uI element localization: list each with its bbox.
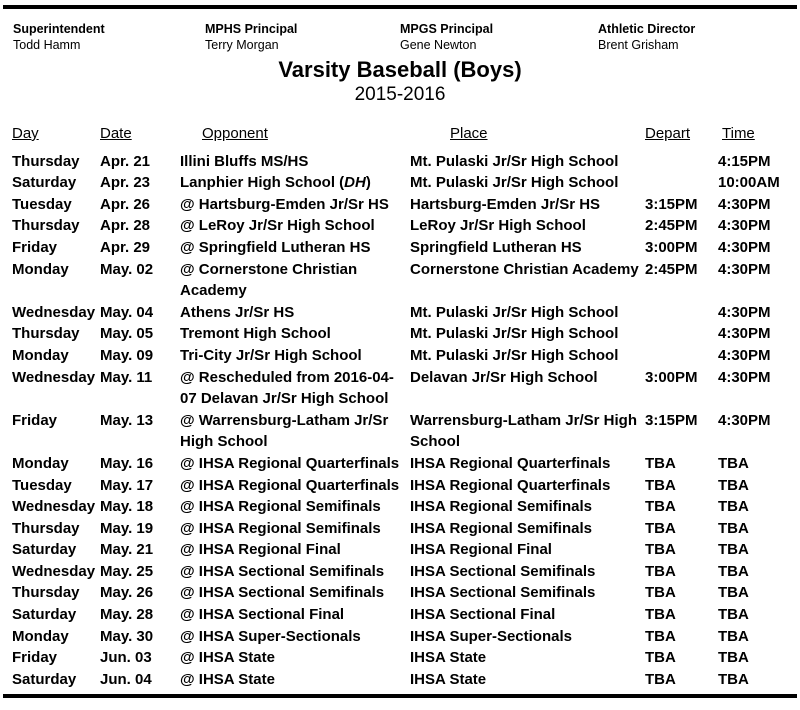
- cell-place: IHSA State: [410, 649, 487, 667]
- cell-place: IHSA Regional Final: [410, 541, 552, 559]
- cell-time: TBA: [718, 454, 749, 472]
- table-row: [12, 496, 798, 518]
- column-header-place: Place: [450, 125, 488, 142]
- cell-depart: TBA: [645, 649, 676, 667]
- table-header-row: [12, 123, 798, 151]
- cell-depart: 3:00PM: [645, 238, 698, 256]
- cell-time: 4:30PM: [718, 260, 771, 278]
- cell-time: TBA: [718, 649, 749, 667]
- table-row: [12, 172, 798, 194]
- staff-block-superintendent: [13, 21, 105, 53]
- cell-time: TBA: [718, 670, 749, 688]
- cell-date: Jun. 03: [100, 649, 152, 667]
- cell-date: Apr. 23: [100, 174, 151, 192]
- cell-date: May. 26: [100, 584, 154, 602]
- column-header-date: Date: [100, 125, 132, 142]
- cell-time: 4:30PM: [718, 411, 771, 429]
- cell-time: TBA: [718, 584, 749, 602]
- table-row: [12, 215, 798, 237]
- cell-date: May. 18: [100, 498, 154, 516]
- cell-place: Mt. Pulaski Jr/Sr High School: [410, 346, 619, 364]
- cell-date: May. 05: [100, 325, 154, 343]
- cell-depart: [645, 323, 718, 345]
- cell-day: Monday: [12, 346, 69, 364]
- cell-date: Jun. 04: [100, 670, 152, 688]
- cell-opponent: Illini Bluffs MS/HS: [180, 152, 309, 170]
- cell-time: 4:30PM: [718, 238, 771, 256]
- cell-place: Warrensburg-Latham Jr/Sr High School: [410, 411, 637, 451]
- cell-day: Tuesday: [12, 195, 72, 213]
- cell-date: May. 16: [100, 454, 154, 472]
- table-row: [12, 410, 798, 453]
- cell-day: Friday: [12, 411, 58, 429]
- cell-date: May. 19: [100, 519, 154, 537]
- cell-time: 4:30PM: [718, 303, 771, 321]
- column-header-time: Time: [722, 125, 755, 142]
- table-row: [12, 237, 798, 259]
- cell-depart: TBA: [645, 454, 676, 472]
- cell-place: IHSA Sectional Final: [410, 606, 556, 624]
- cell-depart: TBA: [645, 562, 676, 580]
- cell-depart: 3:00PM: [645, 368, 698, 386]
- season-label: 2015-2016: [354, 84, 446, 105]
- cell-place: Mt. Pulaski Jr/Sr High School: [410, 303, 619, 321]
- cell-opponent: @ IHSA Regional Semifinals: [180, 519, 381, 537]
- cell-depart: TBA: [645, 498, 676, 516]
- table-row: [12, 475, 798, 497]
- cell-depart: TBA: [645, 606, 676, 624]
- cell-time: 4:30PM: [718, 346, 771, 364]
- cell-date: May. 30: [100, 627, 154, 645]
- table-row: [12, 345, 798, 367]
- cell-place: IHSA State: [410, 670, 487, 688]
- cell-day: Tuesday: [12, 476, 72, 494]
- cell-opponent: Tremont High School: [180, 325, 331, 343]
- cell-depart: TBA: [645, 476, 676, 494]
- cell-place: Delavan Jr/Sr High School: [410, 368, 598, 386]
- cell-date: May. 28: [100, 606, 154, 624]
- cell-place: IHSA Regional Quarterfinals: [410, 454, 611, 472]
- cell-depart: 3:15PM: [645, 195, 698, 213]
- cell-time: 4:30PM: [718, 368, 771, 386]
- staff-title: Superintendent: [13, 22, 105, 36]
- table-row: [12, 539, 798, 561]
- cell-date: May. 13: [100, 411, 154, 429]
- staff-block-mphs-principal: [205, 21, 297, 53]
- cell-day: Thursday: [12, 217, 80, 235]
- table-row: [12, 453, 798, 475]
- table-row: [12, 367, 798, 410]
- column-header-day: Day: [12, 125, 39, 142]
- cell-opponent: @ Springfield Lutheran HS: [180, 238, 371, 256]
- staff-title: MPGS Principal: [400, 22, 494, 36]
- cell-date: May. 25: [100, 562, 154, 580]
- cell-opponent: @ IHSA Regional Semifinals: [180, 498, 381, 516]
- cell-opponent: @ IHSA Super-Sectionals: [180, 627, 361, 645]
- cell-place: IHSA Sectional Semifinals: [410, 584, 596, 602]
- cell-place: Mt. Pulaski Jr/Sr High School: [410, 325, 619, 343]
- cell-opponent: @ Rescheduled from 2016-04-07 Delavan Jr/Sr High School: [180, 368, 394, 408]
- table-row: [12, 669, 798, 691]
- cell-depart: TBA: [645, 670, 676, 688]
- cell-time: TBA: [718, 541, 749, 559]
- staff-title: MPHS Principal: [205, 22, 298, 36]
- cell-opponent: @ Cornerstone Christian Academy: [180, 260, 358, 300]
- cell-place: IHSA Regional Semifinals: [410, 519, 592, 537]
- staff-block-athletic-director: [598, 21, 695, 53]
- cell-depart: 3:15PM: [645, 411, 698, 429]
- table-row: [12, 151, 798, 173]
- cell-opponent: @ IHSA State: [180, 649, 275, 667]
- cell-opponent: @ IHSA Sectional Final: [180, 606, 345, 624]
- cell-time: TBA: [718, 519, 749, 537]
- cell-opponent: @ IHSA Regional Quarterfinals: [180, 454, 400, 472]
- cell-place: IHSA Regional Semifinals: [410, 498, 592, 516]
- cell-day: Wednesday: [12, 498, 96, 516]
- cell-depart: [645, 172, 718, 194]
- cell-place: IHSA Sectional Semifinals: [410, 562, 596, 580]
- staff-name: Terry Morgan: [205, 38, 279, 52]
- cell-place: Mt. Pulaski Jr/Sr High School: [410, 152, 619, 170]
- cell-depart: TBA: [645, 584, 676, 602]
- cell-opponent: @ IHSA Regional Quarterfinals: [180, 476, 400, 494]
- bottom-rule: [3, 694, 797, 698]
- cell-date: May. 11: [100, 368, 153, 386]
- cell-opponent: Athens Jr/Sr HS: [180, 303, 295, 321]
- staff-block-mpgs-principal: [400, 21, 493, 53]
- cell-date: May. 21: [100, 541, 154, 559]
- page-title: Varsity Baseball (Boys): [278, 57, 522, 82]
- cell-place: IHSA Regional Quarterfinals: [410, 476, 611, 494]
- cell-place: LeRoy Jr/Sr High School: [410, 217, 586, 235]
- cell-depart: TBA: [645, 627, 676, 645]
- cell-time: 10:00AM: [718, 174, 780, 192]
- cell-date: May. 17: [100, 476, 154, 494]
- cell-date: May. 02: [100, 260, 154, 278]
- cell-opponent: @ LeRoy Jr/Sr High School: [180, 217, 375, 235]
- cell-depart: [645, 302, 718, 324]
- top-rule: [3, 5, 797, 9]
- cell-place: Hartsburg-Emden Jr/Sr HS: [410, 195, 601, 213]
- cell-day: Thursday: [12, 584, 80, 602]
- table-row: [12, 323, 798, 345]
- cell-time: 4:30PM: [718, 325, 771, 343]
- cell-date: May. 09: [100, 346, 154, 364]
- cell-time: 4:30PM: [718, 217, 771, 235]
- cell-opponent: @ IHSA Sectional Semifinals: [180, 562, 385, 580]
- cell-day: Saturday: [12, 670, 77, 688]
- cell-day: Friday: [12, 649, 58, 667]
- table-row: [12, 582, 798, 604]
- schedule-body: [12, 151, 798, 691]
- cell-day: Thursday: [12, 152, 80, 170]
- cell-time: TBA: [718, 476, 749, 494]
- cell-day: Wednesday: [12, 368, 96, 386]
- cell-date: Apr. 21: [100, 152, 151, 170]
- cell-day: Saturday: [12, 541, 77, 559]
- column-header-opponent: Opponent: [202, 125, 268, 142]
- cell-depart: TBA: [645, 541, 676, 559]
- table-row: [12, 626, 798, 648]
- cell-opponent: @ Hartsburg-Emden Jr/Sr HS: [180, 195, 389, 213]
- cell-opponent: @ IHSA Regional Final: [180, 541, 341, 559]
- table-row: [12, 259, 798, 302]
- cell-depart: [645, 345, 718, 367]
- cell-depart: 2:45PM: [645, 217, 698, 235]
- cell-opponent: @ IHSA Sectional Semifinals: [180, 584, 385, 602]
- table-row: [12, 518, 798, 540]
- table-row: [12, 194, 798, 216]
- cell-date: May. 04: [100, 303, 154, 321]
- cell-place: IHSA Super-Sectionals: [410, 627, 572, 645]
- cell-place: Cornerstone Christian Academy: [410, 260, 639, 278]
- cell-day: Saturday: [12, 606, 77, 624]
- cell-opponent: Lanphier High School (DH): [180, 174, 371, 192]
- cell-day: Wednesday: [12, 562, 96, 580]
- cell-opponent: @ IHSA State: [180, 670, 275, 688]
- cell-day: Friday: [12, 238, 58, 256]
- cell-time: TBA: [718, 562, 749, 580]
- cell-date: Apr. 26: [100, 195, 151, 213]
- cell-day: Wednesday: [12, 303, 96, 321]
- cell-day: Monday: [12, 260, 69, 278]
- table-row: [12, 302, 798, 324]
- cell-depart: 2:45PM: [645, 260, 698, 278]
- cell-opponent: @ Warrensburg-Latham Jr/Sr High School: [180, 411, 389, 451]
- cell-time: TBA: [718, 498, 749, 516]
- cell-day: Thursday: [12, 519, 80, 537]
- staff-name: Gene Newton: [400, 38, 477, 52]
- cell-day: Monday: [12, 627, 69, 645]
- schedule-table: [12, 123, 798, 690]
- cell-date: Apr. 29: [100, 238, 151, 256]
- staff-name: Brent Grisham: [598, 38, 679, 52]
- cell-time: TBA: [718, 627, 749, 645]
- cell-day: Thursday: [12, 325, 80, 343]
- table-row: [12, 561, 798, 583]
- cell-time: 4:15PM: [718, 152, 771, 170]
- cell-date: Apr. 28: [100, 217, 151, 235]
- cell-place: Springfield Lutheran HS: [410, 238, 582, 256]
- cell-day: Monday: [12, 454, 69, 472]
- cell-time: TBA: [718, 606, 749, 624]
- staff-title: Athletic Director: [598, 22, 696, 36]
- cell-depart: TBA: [645, 519, 676, 537]
- table-row: [12, 604, 798, 626]
- staff-header: [0, 21, 800, 59]
- cell-depart: [645, 151, 718, 173]
- cell-day: Saturday: [12, 174, 77, 192]
- cell-place: Mt. Pulaski Jr/Sr High School: [410, 174, 619, 192]
- cell-opponent: Tri-City Jr/Sr High School: [180, 346, 362, 364]
- cell-time: 4:30PM: [718, 195, 771, 213]
- staff-name: Todd Hamm: [13, 38, 81, 52]
- table-row: [12, 647, 798, 669]
- column-header-depart: Depart: [645, 125, 691, 142]
